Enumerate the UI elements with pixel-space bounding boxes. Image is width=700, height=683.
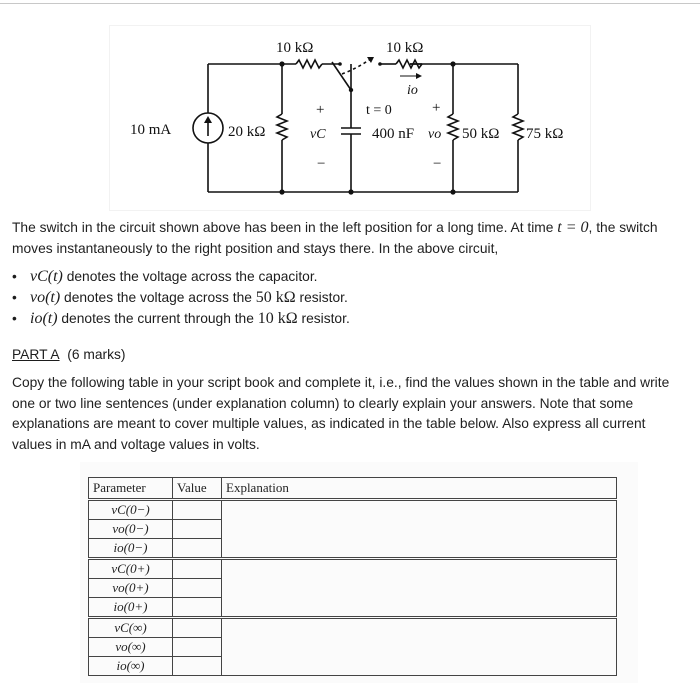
param-cell: vC(0+) — [89, 559, 173, 579]
part-a-marks: (6 marks) — [67, 347, 126, 362]
param-cell: io(0+) — [89, 598, 173, 618]
value-cell — [173, 520, 222, 539]
answer-table-panel — [80, 462, 638, 683]
param-cell: io(0−) — [89, 539, 173, 559]
vo-minus-sign: − — [433, 156, 442, 172]
bullet-symbol: io(t) — [30, 310, 58, 327]
bullet-tail: resistor. — [297, 311, 350, 326]
value-cell — [173, 559, 222, 579]
r50k-label: 50 kΩ — [462, 126, 500, 142]
table-row — [89, 500, 617, 520]
value-cell — [173, 638, 222, 657]
definitions-list — [12, 266, 350, 329]
list-item: • io(t) denotes the current through the 10 kΩ resistor. — [12, 310, 350, 327]
source-current-label: 10 mA — [130, 122, 172, 138]
bullet-unit: 10 kΩ — [257, 310, 298, 327]
r-left-top-label: 10 kΩ — [276, 40, 314, 56]
param-cell: vC(0−) — [89, 500, 173, 520]
param-cell: vo(0−) — [89, 520, 173, 539]
part-a-heading — [12, 346, 126, 364]
circuit-svg — [110, 26, 590, 210]
circuit-diagram — [110, 26, 590, 210]
explanation-cell — [222, 559, 617, 618]
param-cell: vo(∞) — [89, 638, 173, 657]
explanation-cell — [222, 500, 617, 559]
bullet-text: denotes the voltage across the — [60, 290, 252, 305]
value-cell — [173, 618, 222, 638]
list-item: • vo(t) denotes the voltage across the 50 kΩ resistor. — [12, 289, 348, 306]
bullet-unit: 50 kΩ — [255, 289, 296, 306]
bullet-symbol: vo(t) — [30, 289, 61, 306]
r20k-label: 20 kΩ — [228, 124, 266, 140]
table-row — [89, 618, 617, 638]
r-right-top-label: 10 kΩ — [386, 40, 424, 56]
header-parameter: Parameter — [89, 478, 173, 500]
bullet-text: denotes the current through the — [57, 311, 254, 326]
switch-time-label: t = 0 — [366, 103, 392, 118]
table-row — [89, 559, 617, 579]
bullet-text: denotes the voltage across the capacitor. — [62, 269, 318, 284]
part-a-instructions: Copy the following table in your script book and complete it, i.e., find the values shown in the table and write one or two line sentences (under explanation column) to clearly explain your answers. Note that some explanations are meant to cover multiple values, as indicated in the table below. Also express all current values in mA and voltage values in volts. — [12, 375, 670, 452]
description-text-a: The switch in the circuit shown above has been in the left position for a long time. At time — [12, 220, 554, 235]
vo-plus-sign: + — [432, 100, 441, 116]
bullet-tail: resistor. — [295, 290, 348, 305]
answer-table — [88, 477, 617, 676]
io-current-label: io — [407, 83, 418, 98]
header-explanation: Explanation — [222, 478, 617, 500]
r75k-label: 75 kΩ — [526, 126, 564, 142]
part-a-title: PART A — [12, 347, 60, 362]
value-cell — [173, 579, 222, 598]
param-cell: vo(0+) — [89, 579, 173, 598]
table-header-row — [89, 478, 617, 500]
value-cell — [173, 657, 222, 676]
cap-voltage-label: vC — [310, 127, 326, 142]
cap-value-label: 400 nF — [372, 126, 415, 142]
value-cell — [173, 598, 222, 618]
cap-plus-sign: + — [316, 102, 325, 118]
bullet-symbol: vC(t) — [30, 268, 63, 285]
explanation-cell — [222, 618, 617, 676]
time-zero-math: t = 0 — [557, 219, 589, 236]
param-cell: vC(∞) — [89, 618, 173, 638]
cap-minus-sign: − — [317, 156, 326, 172]
value-cell — [173, 500, 222, 520]
value-cell — [173, 539, 222, 559]
header-value: Value — [173, 478, 222, 500]
description-text-b: , the switch moves instantaneously to the right position and stays there. In the above circuit, — [12, 220, 658, 256]
list-item: • vC(t) denotes the voltage across the capacitor. — [12, 268, 318, 285]
top-divider — [0, 3, 700, 4]
vo-label: vo — [428, 127, 442, 142]
param-cell: io(∞) — [89, 657, 173, 676]
problem-description — [12, 218, 688, 259]
